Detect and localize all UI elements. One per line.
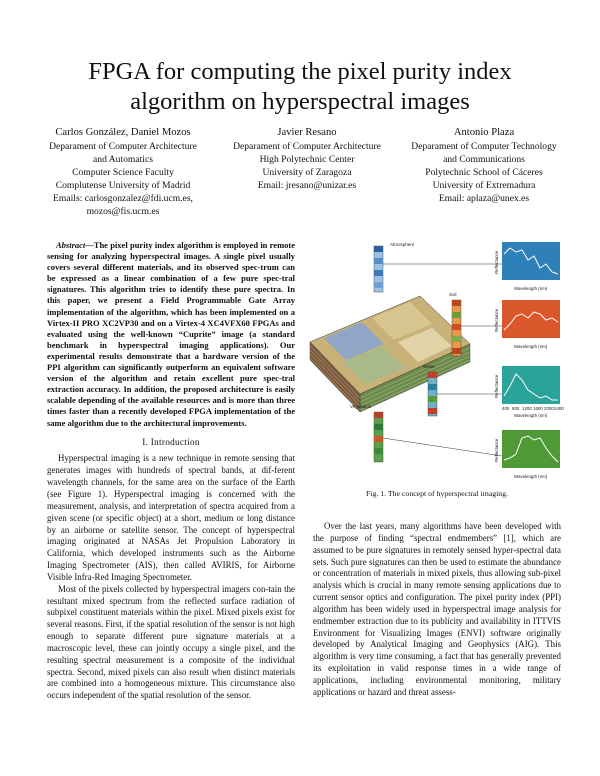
body-paragraph: Over the last years, many algorithms have been developed with the purpose of finding “spectral endmembers” [1], which are assumed to be pure signatures in remotely sensed hyper-spectral data sets. Such pure signatures can then be used to estimate the abundance or concentration of materials in mixed pixels, thus allowing sub-pixel analysis which is crucial in many remote sensing applications due to current sensor optics and configuration. The pixel purity index (PPI) algorithm has been widely used in hyperspectral image analysis for endmember extraction due to its publicity and availability in ITTVIS Environment for Visualizing Images (ENVI) software originally developed by Analytical Imaging and Geophysics (AIG). This algorithm is very time consuming, a fact that has generally prevented its exploitation in valid response times in a wide range of applications, including environmental monitoring, military applications or hazard and threat assess- bbox=[313, 521, 561, 697]
x-tick: 800 bbox=[512, 406, 520, 411]
author-1 bbox=[28, 126, 218, 219]
plot-ylabel: Reflectance bbox=[494, 438, 499, 462]
body-paragraph: Most of the pixels collected by hyperspectral imagers con-tain the resultant mixed spectrum from the reflected surface radiation of subpixel constituent materials within the pixel. Mixed pixels exist for several reasons. First, if the spatial resolution of the sensor is not high enough to separate different pure signature materials at a macroscopic level, these can jointly occupy a single pixel, and the resulting spectral measurement is a composite of the individual spectra. Second, mixed pixels can also result when distinct materials are combined into a homogeneous mixture. This circumstance also occurs independent of the spatial resolution of the sensor. bbox=[47, 583, 295, 701]
figure-caption: Fig. 1. The concept of hyperspectral imaging. bbox=[365, 489, 509, 498]
abstract-text: —The pixel purity index algorithm is employed in remote sensing for analyzing hyperspectral images. A single pixel usually covers several different materials, and its observed spec-trum can be expressed as a linear combination of a few pure spec-tral signatures. This algorithm tries to identify these pure spectra. In this paper, we present a Field Programmable Gate Array implementation of the algorithm, which has been implemented on a Virtex-II PRO XC2VP30 and on a Virtex-4 XC4VFX60 FPGAs and evaluated using the well-known “Cuprite” image (a standard benchmark in hyperspectral imaging applications). Our experimental results demonstrate that a hardware version of the PPI algorithm can significantly outperform an equivalent software version of the algorithm and retain excellent pure spec-tral extraction accuracy. In addition, the proposed architecture is easily scalable depending of the available resources and is more than three times faster than a recently developed FPGA implementation of the same algorithm due to the architectural improvements. bbox=[47, 240, 295, 428]
plot-ylabel: Reflectance bbox=[494, 374, 499, 398]
author-affiliation-line: University of Extremadura bbox=[432, 180, 536, 192]
plot-x-ticks bbox=[502, 406, 564, 411]
author-email: mozos@fis.ucm.es bbox=[86, 206, 160, 218]
hyperspectral-cube bbox=[310, 296, 470, 412]
author-affiliation-line: Complutense University of Madrid bbox=[55, 180, 191, 192]
author-affiliation-line: High Polytechnic Center bbox=[259, 154, 355, 166]
author-name: Javier Resano bbox=[277, 127, 337, 138]
cube-label-water: Water bbox=[423, 364, 435, 369]
plot-background bbox=[502, 300, 560, 338]
author-affiliation-line: Deparament of Computer Technology bbox=[411, 141, 557, 152]
body-paragraph: Hyperspectral imaging is a new technique in remote sensing that generates images with hundreds of spectral bands, at dif-ferent wavelength channels, for the same area on the surface of the Earth (see Figure 1). Hyperspectral imaging is concerned with the measurement, analysis, and interpretation of spectra acquired from a given scene (or specific object) at a short, medium or long distance by an airborne or satellite sensor. The concept of hyperspectral imaging originated at NASAs Jet Propulsion Laboratory in California, which developed instruments such as the Airborne Imaging Spectrometer (AIS), then called AVIRIS, for Airborne Visible Infra-Red Imaging Spectrometer. bbox=[47, 453, 295, 582]
plot-ylabel: Reflectance bbox=[494, 250, 499, 274]
spectrum-plot-3 bbox=[494, 366, 564, 418]
right-column bbox=[313, 521, 561, 699]
left-column bbox=[47, 240, 295, 702]
x-tick: 1600 bbox=[533, 406, 543, 411]
plot-xlabel: Wavelength (nm) bbox=[514, 413, 548, 418]
paper-title bbox=[40, 57, 560, 117]
x-tick: 2400 bbox=[554, 406, 564, 411]
x-tick: 1200 bbox=[522, 406, 532, 411]
plot-xlabel: Wavelength (nm) bbox=[514, 344, 548, 349]
pixel-stack-vegetation bbox=[350, 404, 383, 462]
author-affiliation-line: Deparament of Computer Architecture bbox=[49, 141, 197, 152]
spectrum-plot-2 bbox=[494, 300, 560, 349]
author-3 bbox=[396, 126, 572, 219]
section-heading: I. Introduction bbox=[142, 436, 200, 447]
x-tick: 400 bbox=[502, 406, 510, 411]
author-name: Carlos González, Daniel Mozos bbox=[55, 127, 191, 138]
author-affiliation-line: Polytechnic School of Cáceres bbox=[425, 167, 543, 179]
plot-ylabel: Reflectance bbox=[494, 308, 499, 332]
author-email: Email: jresano@unizar.es bbox=[257, 180, 357, 192]
author-affiliation-line: and Communications bbox=[443, 154, 525, 166]
spectrum-plot-1 bbox=[494, 242, 560, 291]
plot-xlabel: Wavelength (nm) bbox=[514, 286, 548, 291]
cube-label-atmosphere: Atmosphere bbox=[390, 242, 415, 247]
author-email: Emails: carlosgonzalez@fdi.ucm.es, bbox=[53, 193, 193, 205]
x-tick: 2000 bbox=[544, 406, 554, 411]
author-affiliation-line: and Automatics bbox=[93, 154, 153, 166]
author-affiliation-line: Computer Science Faculty bbox=[72, 167, 174, 179]
plot-background bbox=[502, 242, 560, 280]
author-name: Antonio Plaza bbox=[453, 127, 515, 138]
author-block bbox=[28, 126, 572, 219]
title-line-2: algorithm on hyperspectral images bbox=[130, 88, 470, 115]
author-affiliation-line: University of Zaragoza bbox=[262, 167, 352, 179]
cube-label-soil: Soil bbox=[449, 292, 457, 297]
pixel-stack-atmosphere bbox=[374, 242, 415, 292]
spectrum-plot-4 bbox=[494, 430, 560, 479]
plot-background bbox=[502, 430, 560, 468]
author-email: Email: aplaza@unex.es bbox=[438, 193, 530, 205]
figure-hyperspectral-concept bbox=[302, 234, 572, 486]
cube-label-vegetation: Vegetation bbox=[350, 404, 372, 409]
plot-xlabel: Wavelength (nm) bbox=[514, 474, 548, 479]
author-affiliation-line: Deparament of Computer Architecture bbox=[233, 141, 381, 152]
abstract bbox=[47, 240, 295, 429]
author-2 bbox=[225, 126, 389, 219]
abstract-heading: Abstract bbox=[56, 240, 86, 250]
title-line-1: FPGA for computing the pixel purity index bbox=[88, 58, 512, 85]
